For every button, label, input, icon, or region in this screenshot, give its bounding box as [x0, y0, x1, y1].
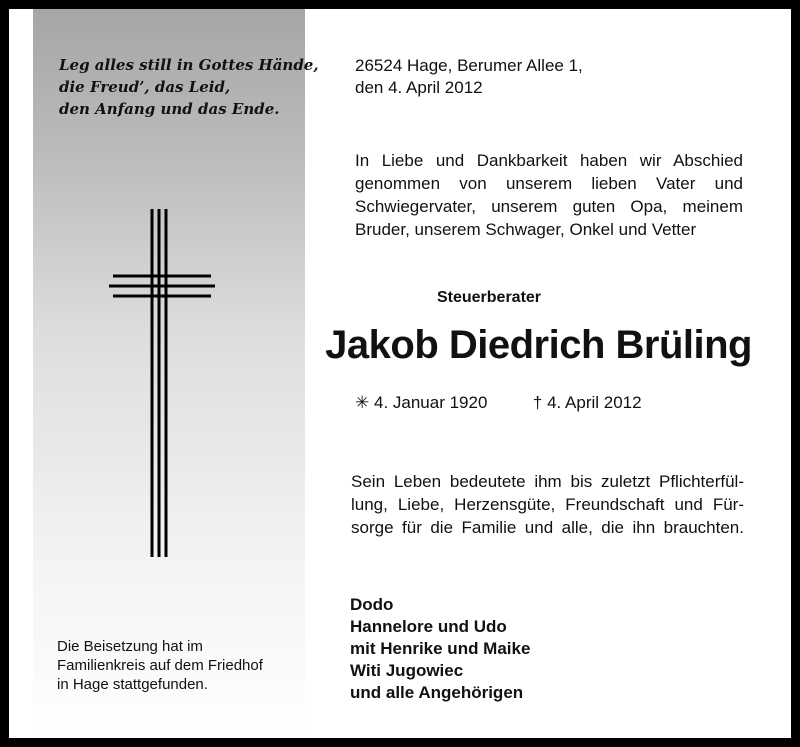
verse: [59, 54, 319, 120]
verse-line: Leg alles still in Gottes Hände,: [59, 56, 319, 74]
burial-note-line: in Hage stattgefunden.: [57, 676, 208, 693]
life-quote: [351, 470, 744, 539]
address-block: [355, 55, 583, 99]
burial-note-line: Familienkreis auf dem Friedhof: [57, 657, 263, 674]
intro-line: In Liebe und Dankbarkeit haben wir Abschied: [355, 151, 743, 170]
burial-note-line: Die Beisetzung hat im: [57, 638, 203, 655]
intro-line: Schwiegervater, unserem guten Opa, meinem: [355, 197, 743, 216]
quote-line: lung, Liebe, Herzensgüte, Freundschaft und Für-: [351, 495, 744, 514]
family-line: und alle Angehörigen: [350, 683, 524, 702]
intro-line: genommen von unserem lieben Vater und: [355, 174, 743, 193]
date-line: den 4. April 2012: [355, 78, 483, 97]
cross-icon: [99, 199, 229, 561]
address-line: 26524 Hage, Berumer Allee 1,: [355, 56, 583, 75]
burial-note: [57, 637, 297, 694]
family-line: Hannelore und Udo: [350, 617, 507, 636]
intro-line: Bruder, unserem Schwager, Onkel und Vetter: [355, 220, 697, 239]
family-line: Dodo: [350, 595, 394, 614]
family-line: mit Henrike und Maike: [350, 639, 531, 658]
birth-date: 4. Januar 1920: [373, 393, 488, 412]
intro-paragraph: [355, 149, 743, 241]
death-cross-icon: †: [532, 393, 543, 412]
family-line: Witi Jugowiec: [350, 661, 464, 680]
life-dates: [355, 393, 642, 413]
death-date: 4. April 2012: [547, 393, 642, 412]
verse-line: die Freud’, das Leid,: [59, 78, 231, 96]
profession: Steuerberater: [436, 289, 542, 306]
birth-star-icon: ✳: [355, 393, 370, 412]
deceased-name: Jakob Diedrich Brüling: [325, 323, 752, 367]
verse-line: den Anfang und das Ende.: [59, 100, 280, 118]
quote-line: Sein Leben bedeutete ihm bis zuletzt Pflichterfül-: [351, 472, 744, 491]
family-signatures: [350, 594, 530, 704]
quote-line: sorge für die Familie und alle, die ihn brauchten.: [351, 518, 744, 537]
